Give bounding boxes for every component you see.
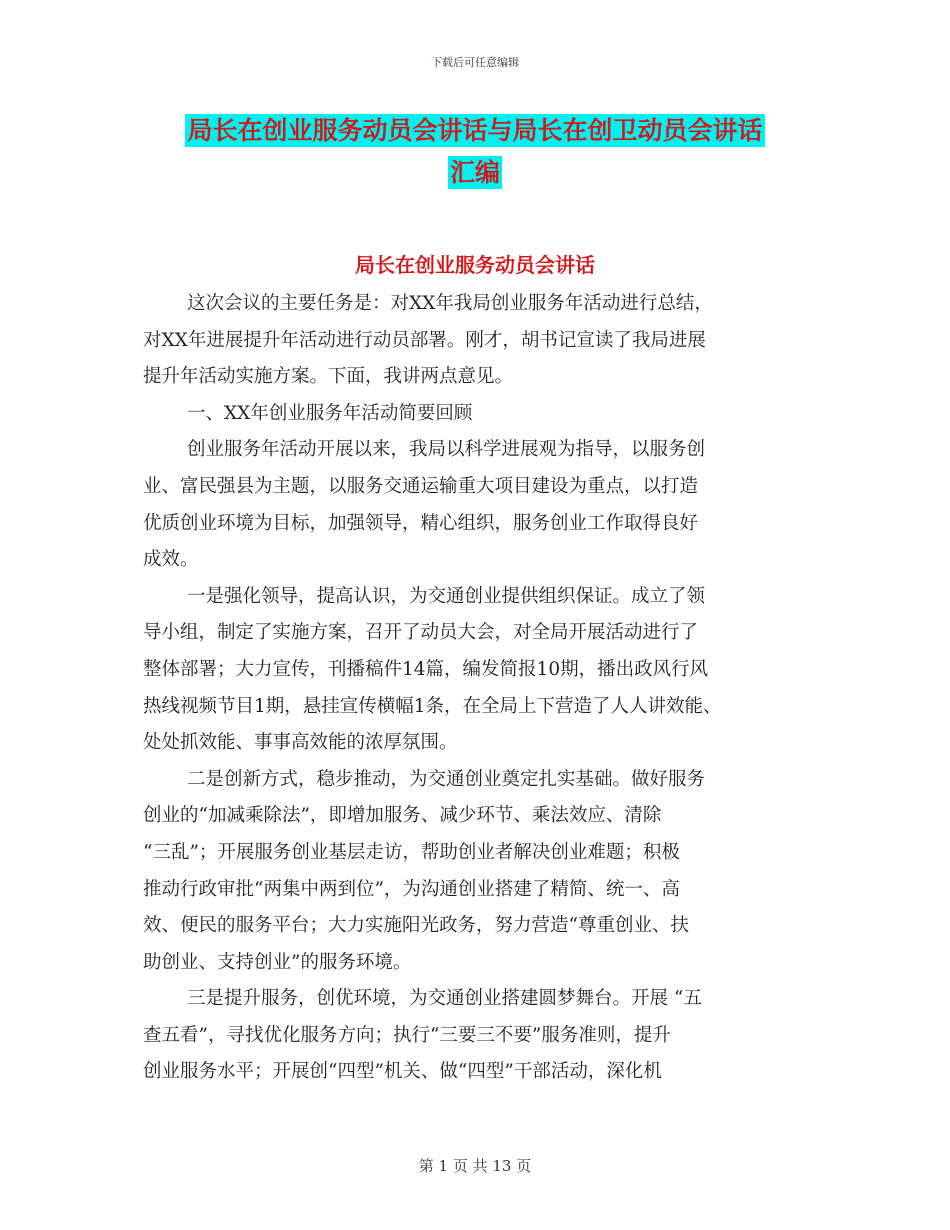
page-footer: 第 1 页 共 13 页 xyxy=(418,1157,532,1175)
body-line: 成效。 xyxy=(143,549,199,571)
document-title-text-2: 汇编 xyxy=(449,158,500,187)
body-line: 热线视频节目1期，悬挂宣传横幅1条，在全局上下营造了人人讲效能、 xyxy=(143,695,722,717)
body-line: 一、XX年创业服务年活动简要回顾 xyxy=(187,402,473,424)
body-line: “三乱”；开展服务创业基层走访，帮助创业者解决创业难题；积极 xyxy=(143,841,680,863)
body-line: 业、富民强县为主题，以服务交通运输重大项目建设为重点，以打造 xyxy=(143,475,699,497)
body-line: 一是强化领导，提高认识，为交通创业提供组织保证。成立了领 xyxy=(187,585,706,607)
body-line: 创业服务水平；开展创“四型”机关、做“四型”干部活动，深化机 xyxy=(143,1061,662,1083)
body-line: 查五看”，寻找优化服务方向；执行“三要三不要”服务准则，提升 xyxy=(143,1024,671,1046)
body-text xyxy=(143,286,813,1091)
body-line: 创业的“加减乘除法”，即增加服务、减少环节、乘法效应、清除 xyxy=(143,805,662,827)
body-line: 处处抓效能、事事高效能的浓厚氛围。 xyxy=(143,732,458,754)
body-line: 三是提升服务，创优环境，为交通创业搭建圆梦舞台。开展 “五 xyxy=(187,988,702,1010)
body-line: 创业服务年活动开展以来，我局以科学进展观为指导，以服务创 xyxy=(187,439,706,461)
body-line: 整体部署；大力宣传，刊播稿件14篇，编发简报10期，播出政风行风 xyxy=(143,658,709,680)
body-line: 对XX年进展提升年活动进行动员部署。刚才，胡书记宣读了我局进展 xyxy=(143,329,706,351)
section-title: 局长在创业服务动员会讲话 xyxy=(355,253,595,277)
body-line: 优质创业环境为目标，加强领导，精心组织，服务创业工作取得良好 xyxy=(143,512,699,534)
body-line: 提升年活动实施方案。下面，我讲两点意见。 xyxy=(143,366,514,388)
body-line: 效、便民的服务平台；大力实施阳光政务，努力营造“尊重创业、扶 xyxy=(143,915,689,937)
body-line: 推动行政审批“两集中两到位”，为沟通创业搭建了精简、统一、高 xyxy=(143,878,680,900)
document-title-text-1: 局长在创业服务动员会讲话与局长在创卫动员会讲话 xyxy=(187,116,763,145)
header-note: 下载后可任意编辑 xyxy=(431,56,519,69)
body-line: 这次会议的主要任务是：对XX年我局创业服务年活动进行总结， xyxy=(187,293,713,314)
body-line: 二是创新方式，稳步推动，为交通创业奠定扎实基础。做好服务 xyxy=(187,768,706,790)
body-line: 助创业、支持创业”的服务环境。 xyxy=(143,951,412,973)
document-title-line-1 xyxy=(0,114,950,148)
document-title-line-2 xyxy=(0,156,950,190)
body-line: 导小组，制定了实施方案，召开了动员大会，对全局开展活动进行了 xyxy=(143,622,699,644)
